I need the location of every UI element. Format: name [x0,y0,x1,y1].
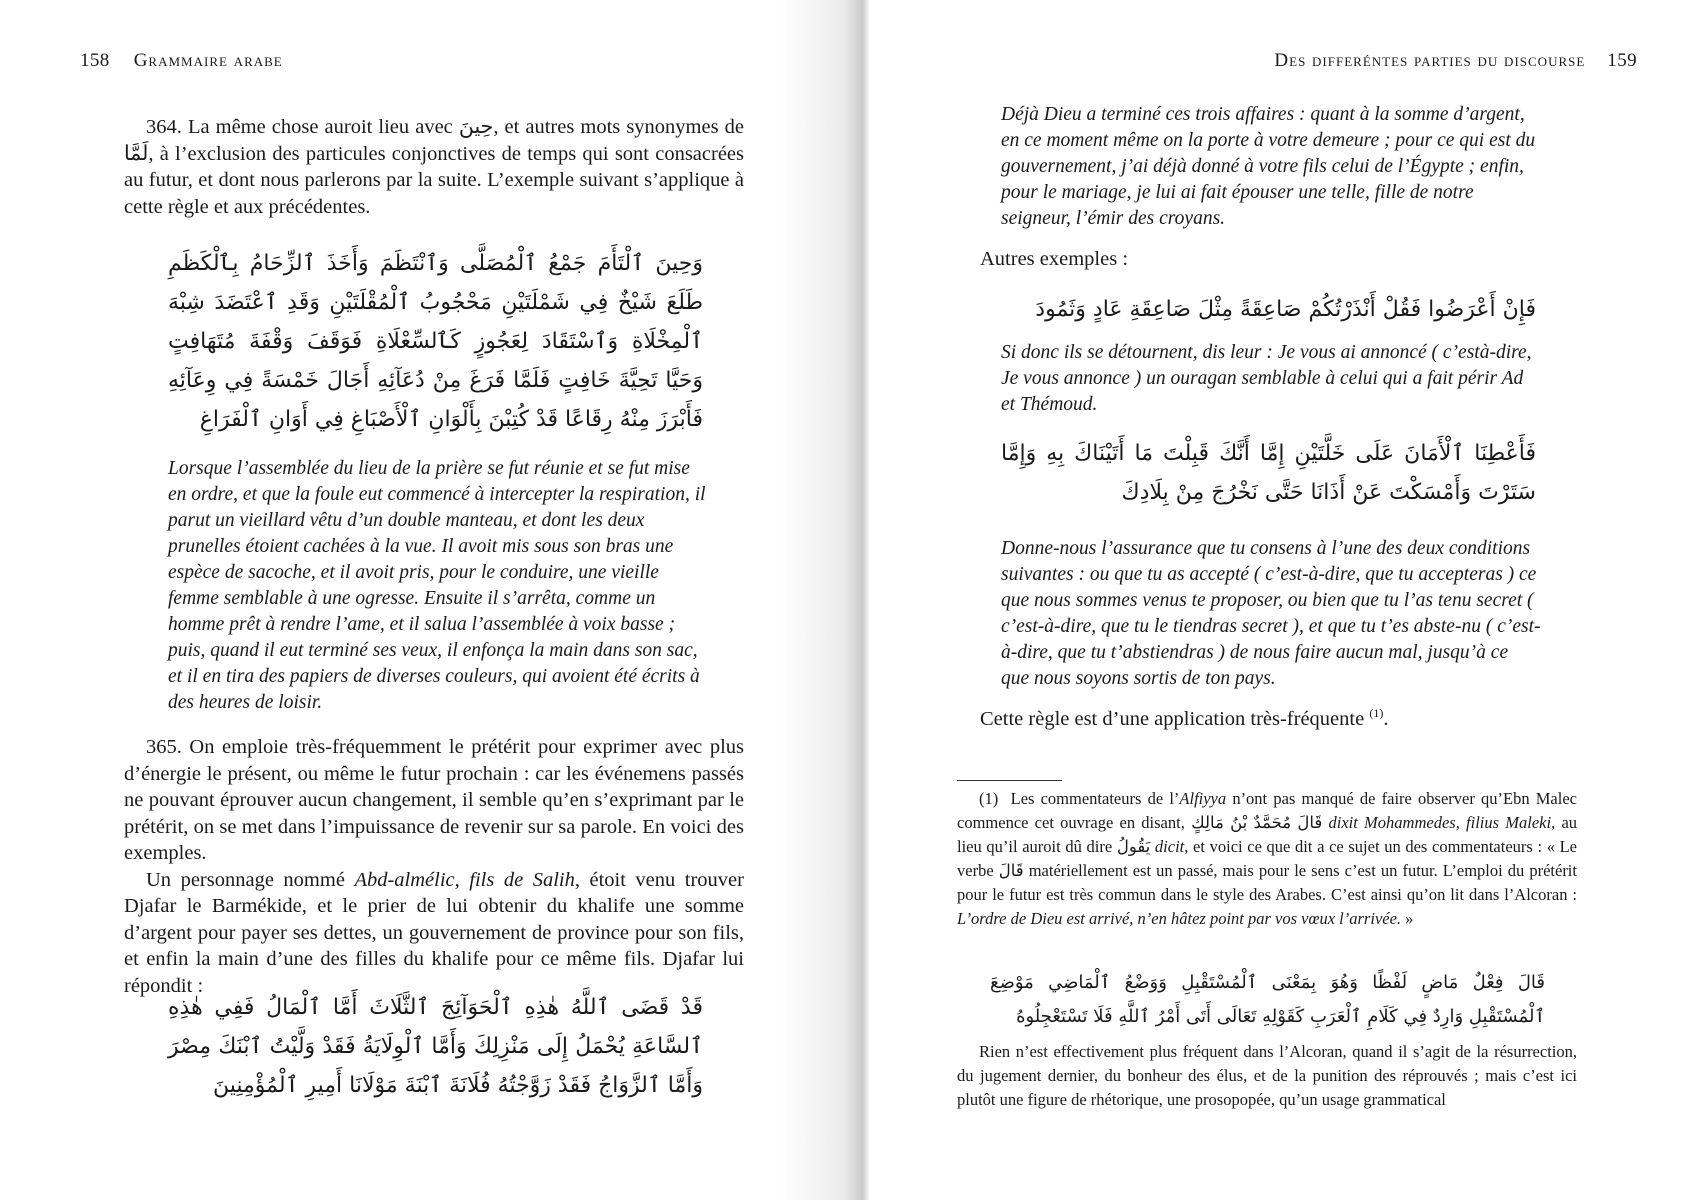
person-name: Abd-almélic, fils de Salih [354,868,575,891]
arabic-example-4: فَأَعْطِنَا ٱلْأَمَانَ عَلَى خَلَّتَيْنِ إِمَّا أَنَّكَ قَبِلْتَ مَا أَتَيْنَاكَ بِهِ وَإِمَّا سَتَرْتَ وَأَمْسَكْتَ عَنْ أَذَانَا حَتَّى نَخْرُجَ مِنْ بِلَادِكَ [1001,441,1536,505]
paragraph-365 [124,734,744,999]
footnote-arabic-quote: قَالَ فِعْلٌ مَاضٍ لَفْظًا وَهُوَ بِمَعْنَى ٱلْمُسْتَقْبِلِ وَوَضْعُ ٱلْمَاضِي مَوْضِعَ ٱلْمُسْتَقْبِلِ وَارِدٌ فِي كَلَامِ ٱلْعَرَبِ كَقَوْلِهِ تَعَالَى أَتَى أَمْرُ ٱللَّهِ فَلَا تَسْتَعْجِلُوهُ [990,972,1545,1027]
running-head-right [1274,50,1637,72]
translation-djafar-reply: Déjà Dieu a terminé ces trois affaires : quant à la somme d’argent, en ce moment même on la porte à votre demeure ; pour ce qui est du gouvernement, j’ai déjà donné à votre fils celui de l’Égypte ; enfin, pour le mariage, je lui ai fait épouser une telle, fille de notre seigneur, l’émir des croyans. [1001,104,1536,229]
paragraph-364: 364. La même chose auroit lieu avec حِينَ, et autres mots synonymes de لَمَّا, à l’exclusion des particules conjonctives de temps qui sont consacrées au futur, et dont nous parlerons par la suite. L’exemple suivant s’applique à cette règle et aux précédentes. [124,116,744,218]
page-number-left: 158 [80,50,110,71]
translation-example-4: Donne-nous l’assurance que tu consens à l’une des deux conditions suivantes : ou que tu as accepté ( c’est-à-dire, que tu accepteras ) ce que nous sommes venus te proposer, ou bien que tu l’as tenu secret ( c’est-à-dire, que tu le tiendras secret ), et que tu t’es abste-nu ( c’est-à-dire, que tu t’abstiendras ) de nous faire aucun mal, jusqu’à ce que nous soyons sortis de ton pays. [1001,538,1541,689]
arabic-example-3: فَإِنْ أَعْرَضُوا فَقُلْ أَنْذَرْتُكُمْ صَاعِقَةً مِثْلَ صَاعِقَةِ عَادٍ وَثَمُودَ [1035,297,1536,322]
rule-sentence: Cette règle est d’une application très-fréquente $^{(1)}$. [980,706,1389,730]
footnote-divider [957,780,1062,781]
paragraph-365-text: 365. On emploie très-fréquemment le prétérit pour exprimer avec plus d’énergie le présent, ou même le futur prochain : car les événemens passés ne pouvant éprouver aucun changement, il semble qu’en s’exprimant par le prétérit, on se met dans l’impuissance de revenir sur sa parole. En voici des exemples. [124,736,744,864]
arabic-example-2: قَدْ قَضَى ٱللَّهُ هٰذِهِ ٱلْحَوَآئِجَ ٱلثَّلَاثَ أَمَّا ٱلْمَالُ فَفِي هٰذِهِ ٱلسَّاعَةِ يُحْمَلُ إِلَى مَنْزِلِكَ وَأَمَّا ٱلْوِلَايَةُ فَقَدْ وَلَّيْتُ ٱبْنَكَ مِصْرَ وَأَمَّا ٱلزَّوَاجُ فَقَدْ زَوَّجْتُهُ فُلَانَةَ ٱبْنَةَ مَوْلَانَا أَمِيرِ ٱلْمُؤْمِنِينَ [168,995,703,1098]
running-head-title-left: Grammaire arabe [133,50,283,71]
translation-example-1: Lorsque l’assemblée du lieu de la prière se fut réunie et se fut mise en ordre, et que la foule eut commencé à intercepter la respiration, il parut un vieillard vêtu d’un double manteau, et dont les deux prunelles étoient cachées à la vue. Il avoit mis sous son bras une espèce de sacoche, et il avoit pris, pour le conduire, une vieille femme semblable à une ogresse. Ensuite il s’arrêta, comme un homme prêt à rendre l’ame, et il salua l’assemblée à voix basse ; puis, quand il eut terminé ses veux, il enfonça la main dans son sac, et il en tira des papiers de diverses couleurs, qui avoient été écrits à des heures de loisir. [168,458,706,713]
footnote-continuation: Rien n’est effectivement plus fréquent dans l’Alcoran, quand il s’agit de la résurrection, du jugement dernier, du bonheur des élus, et de la punition des réprouvés ; mais c’est ici plutôt une figure de rhétorique, une prosopopée, qu’un usage grammatical [957,1042,1577,1109]
arabic-example-1: وَحِينَ ٱلْتَأَمَ جَمْعُ ٱلْمُصَلَّى وَٱنْتَظَمَ وَأَخَذَ ٱلزِّحَامُ بِٱلْكَظَمِ طَلَعَ شَيْخٌ فِي شَمْلَتَيْنِ مَحْجُوبُ ٱلْمُقْلَتَيْنِ وَقَدِ ٱعْتَضَدَ شِبْهَ ٱلْمِخْلَاةِ وَٱسْتَقَادَ لِعَجُوزٍ كَٱلسِّعْلَاةِ فَوَقَفَ وَقْفَةَ مُتَهَافِتٍ وَحَيَّا تَحِيَّةَ خَافِتٍ فَلَمَّا فَرَغَ مِنْ دُعَآئِهِ أَجَالَ خَمْسَةً فِي وِعَآئِهِ فَأَبْرَزَ مِنْهُ رِقَاعًا قَدْ كُتِبْنَ بِأَلْوَانِ ٱلْأَصْبَاغِ فِي أَوَانِ ٱلْفَرَاغِ [168,251,703,432]
running-head-title-right: Des differéntes parties du discourse [1274,50,1586,71]
running-head-left [80,50,283,72]
footnote-1: (1) Les commentateurs de l’Alfiyya n’ont pas manqué de faire observer qu’Ebn Malec commence cet ouvrage en disant, قَالَ مُحَمَّدٌ بْنُ مَالِكٍ dixit Mohammedes, filius Maleki, au lieu qu’il auroit dû dire يَقُولُ dicit, et voici ce que dit a ce sujet un des commentateurs : « Le verbe قَالَ matériellement est un passé, mais pour le sens c’est un futur. L’emploi du prétérit pour le futur est très commun dans le style des Arabes. C’est ainsi qu’on lit dans l’Alcoran : L’ordre de Dieu est arrivé, n’en hâtez point par vos vœux l’arrivée. » [957,789,1578,928]
autres-exemples-label: Autres exemples : [980,248,1129,270]
footnote-ref: (1) [1369,706,1384,720]
page-number-right: 159 [1607,50,1637,71]
paragraph-abd-almelic: Un personnage nommé Abd-almélic, fils de Salih, étoit venu trouver Djafar le Barmékide, et le prier de lui obtenir du khalife une somme d’argent pour payer ses dettes, un gouvernement de province pour son fils, et enfin la main d’une des filles du khalife pour ce même fils. Djafar lui répondit : [124,868,744,997]
translation-example-3: Si donc ils se détournent, dis leur : Je vous ai annoncé ( c’està-dire, Je vous annonce ) un ouragan semblable à celui qui a fait périr Ad et Thémoud. [1001,342,1532,415]
